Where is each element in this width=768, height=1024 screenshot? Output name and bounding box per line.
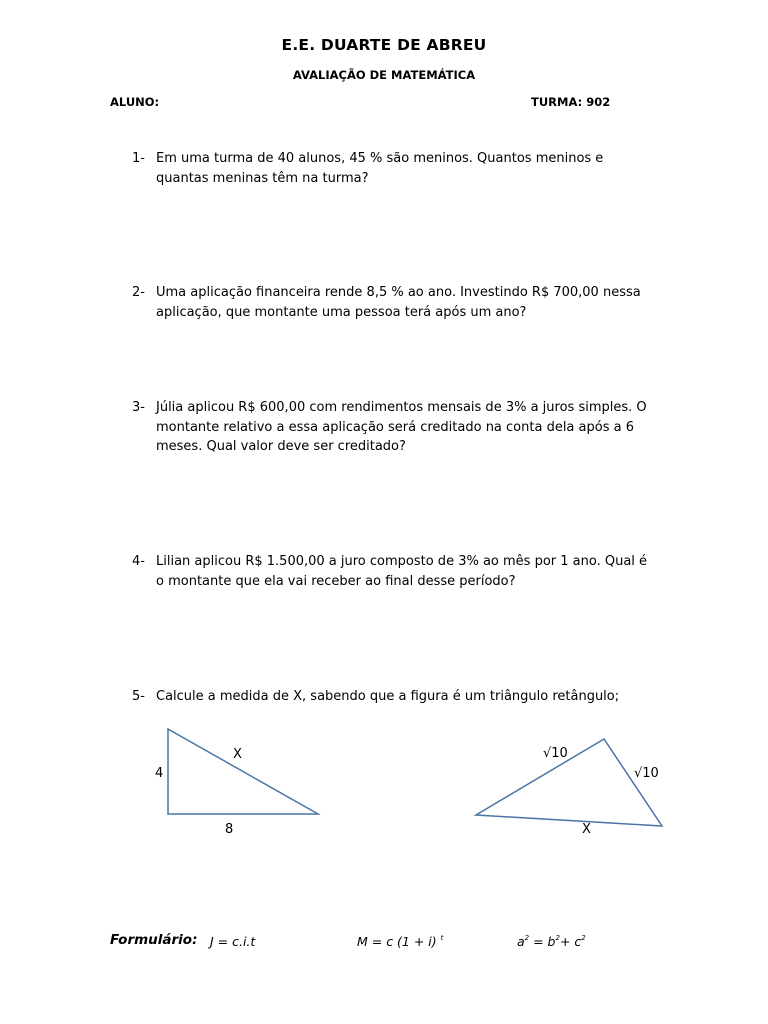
student-label: ALUNO: [110, 95, 160, 109]
triangle-2-base: X [582, 822, 591, 837]
triangle-1-vertical-leg: 4 [155, 766, 164, 781]
pyth-plus-c: + c [559, 934, 582, 949]
triangle-2-side-a: √10 [543, 746, 568, 761]
triangle-2-shape [476, 739, 662, 826]
compound-exponent: t [440, 933, 444, 942]
school-name: E.E. DUARTE DE ABREU [281, 36, 487, 54]
question-text: Uma aplicação financeira rende 8,5 % ao ano. Investindo R$ 700,00 nessa aplicação, que montante uma pessoa terá após um ano? [156, 285, 641, 320]
right-triangle-1 [155, 729, 318, 837]
triangle-1-hypotenuse: X [233, 747, 242, 762]
triangle-1-shape [168, 729, 318, 814]
exam-title: AVALIAÇÃO DE MATEMÁTICA [292, 68, 476, 82]
triangle-1-horizontal-leg: 8 [225, 822, 234, 837]
formula-label: Formulário: [110, 932, 198, 948]
question-number: 1- [132, 151, 145, 166]
pythagorean-formula [517, 934, 586, 949]
question-text: Lilian aplicou R$ 1.500,00 a juro composto de 3% ao mês por 1 ano. Qual é o montante que ela vai receber ao final desse período? [156, 554, 648, 589]
pyth-b-square: 2 [555, 933, 560, 942]
compound-base: M = c (1 + i) [357, 934, 437, 949]
pyth-eq-b: = b [529, 934, 556, 949]
question-number: 3- [132, 400, 145, 415]
question-text: Calcule a medida de X, sabendo que a figura é um triângulo retângulo; [156, 689, 620, 704]
class-label: TURMA: 902 [531, 95, 611, 109]
question-number: 4- [132, 554, 145, 569]
right-triangle-2 [476, 739, 662, 837]
triangle-2-side-b: √10 [634, 766, 659, 781]
question-text: Júlia aplicou R$ 600,00 com rendimentos mensais de 3% a juros simples. O montante relativo a essa aplicação será creditado na conta dela após a 6 meses. Qual valor deve ser creditado? [156, 400, 647, 454]
formula-sheet [0, 932, 768, 956]
pyth-a: a [517, 934, 525, 949]
question-text: Em uma turma de 40 alunos, 45 % são meninos. Quantos meninos e quantas meninas têm na turma? [156, 151, 604, 186]
pyth-c-square: 2 [581, 933, 586, 942]
question-number: 5- [132, 689, 145, 704]
pyth-a-square: 2 [524, 933, 530, 942]
compound-interest-formula [357, 934, 443, 949]
simple-interest-formula: J = c.i.t [210, 934, 256, 949]
question-number: 2- [132, 285, 145, 300]
